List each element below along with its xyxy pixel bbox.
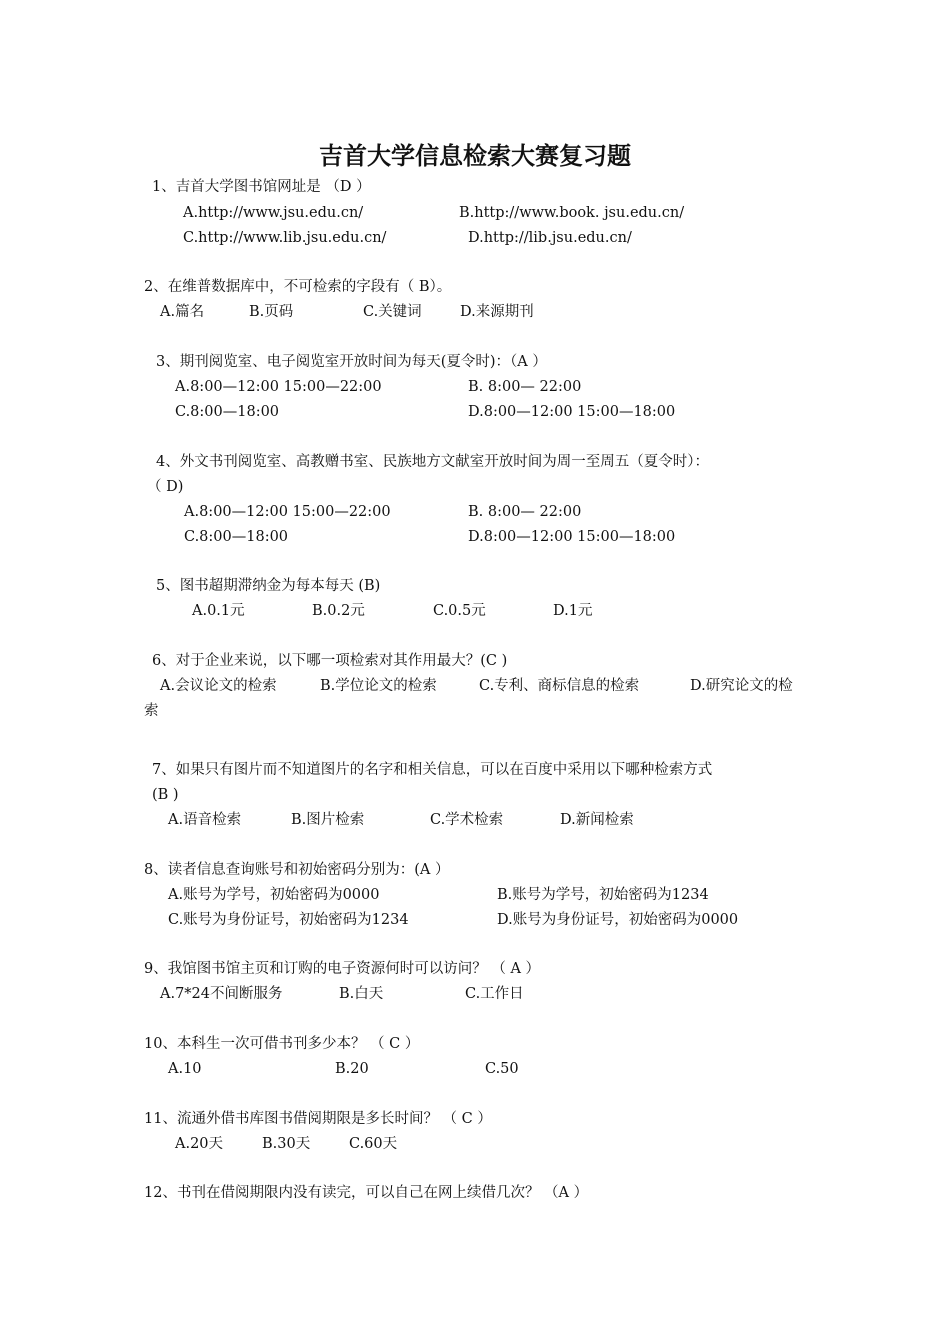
q4-option-b: B. 8:00— 22:00 [468,504,582,520]
q11-option-c: C.60天 [349,1136,398,1152]
q9-option-c: C.工作日 [465,986,524,1002]
q5-option-b: B.0.2元 [312,603,365,619]
q10-option-b: B.20 [335,1061,369,1077]
q7-option-b: B.图片检索 [291,812,365,828]
q2-option-a: A.篇名 [160,304,205,320]
question-5: 5、图书超期滞纳金为每本每天 (B) [156,578,381,594]
q8-option-b: B.账号为学号，初始密码为1234 [497,887,709,903]
q8-option-c: C.账号为身份证号，初始密码为1234 [168,912,409,928]
question-11: 11、流通外借书库图书借阅期限是多长时间？ （ C ） [144,1111,492,1127]
q10-option-a: A.10 [168,1061,202,1077]
q4-option-d: D.8:00—12:00 15:00—18:00 [468,529,676,545]
question-8: 8、读者信息查询账号和初始密码分别为：(A ） [144,862,450,878]
question-2: 2、在维普数据库中，不可检索的字段有（ B）。 [144,279,452,295]
question-6: 6、对于企业来说，以下哪一项检索对其作用最大？(C ) [152,653,508,669]
q10-option-c: C.50 [485,1061,519,1077]
q3-option-d: D.8:00—12:00 15:00—18:00 [468,404,676,420]
question-1: 1、吉首大学图书馆网址是 （D ） [152,179,371,195]
q5-option-d: D.1元 [553,603,593,619]
question-10: 10、本科生一次可借书刊多少本？ （ C ） [144,1036,420,1052]
q2-option-b: B.页码 [249,304,294,320]
question-4-answer: （ D) [147,479,184,495]
q7-option-a: A.语音检索 [168,812,242,828]
q5-option-a: A.0.1元 [192,603,245,619]
q6-option-b: B.学位论文的检索 [320,678,437,694]
question-7-answer: (B ) [152,787,179,803]
q4-option-a: A.8:00—12:00 15:00—22:00 [184,504,391,520]
q2-option-c: C.关键词 [363,304,422,320]
question-7: 7、如果只有图片而不知道图片的名字和相关信息，可以在百度中采用以下哪种检索方式 [152,762,713,778]
q2-option-d: D.来源期刊 [460,304,534,320]
question-3: 3、期刊阅览室、电子阅览室开放时间为每天(夏令时)：（A ） [156,354,547,370]
q9-option-b: B.白天 [339,986,384,1002]
q4-option-c: C.8:00—18:00 [184,529,289,545]
document-title: 吉首大学信息检索大赛复习题 [319,142,631,170]
question-9: 9、我馆图书馆主页和订购的电子资源何时可以访问？ （ A ） [144,961,541,977]
q3-option-a: A.8:00—12:00 15:00—22:00 [175,379,382,395]
q9-option-a: A.7*24不间断服务 [160,986,283,1002]
q3-option-c: C.8:00—18:00 [175,404,280,420]
question-4: 4、外文书刊阅览室、高教赠书室、民族地方文献室开放时间为周一至周五（夏令时）： [156,454,709,470]
q1-option-c: C.http://www.lib.jsu.edu.cn/ [183,230,387,246]
q6-option-c: C.专利、商标信息的检索 [479,678,640,694]
q1-option-b: B.http://www.book. jsu.edu.cn/ [459,205,685,221]
q8-option-d: D.账号为身份证号，初始密码为0000 [497,912,739,928]
q11-option-b: B.30天 [262,1136,311,1152]
q1-option-d: D.http://lib.jsu.edu.cn/ [468,230,632,246]
q7-option-c: C.学术检索 [430,812,504,828]
q11-option-a: A.20天 [175,1136,224,1152]
q5-option-c: C.0.5元 [433,603,486,619]
q6-option-d: D.研究论文的检 [690,678,793,694]
q6-option-d-wrap: 索 [144,703,159,719]
q7-option-d: D.新闻检索 [560,812,634,828]
q8-option-a: A.账号为学号，初始密码为0000 [168,887,380,903]
q1-option-a: A.http://www.jsu.edu.cn/ [183,205,364,221]
q3-option-b: B. 8:00— 22:00 [468,379,582,395]
q6-option-a: A.会议论文的检索 [160,678,277,694]
question-12: 12、书刊在借阅期限内没有读完，可以自己在网上续借几次？ （A ） [144,1185,589,1201]
